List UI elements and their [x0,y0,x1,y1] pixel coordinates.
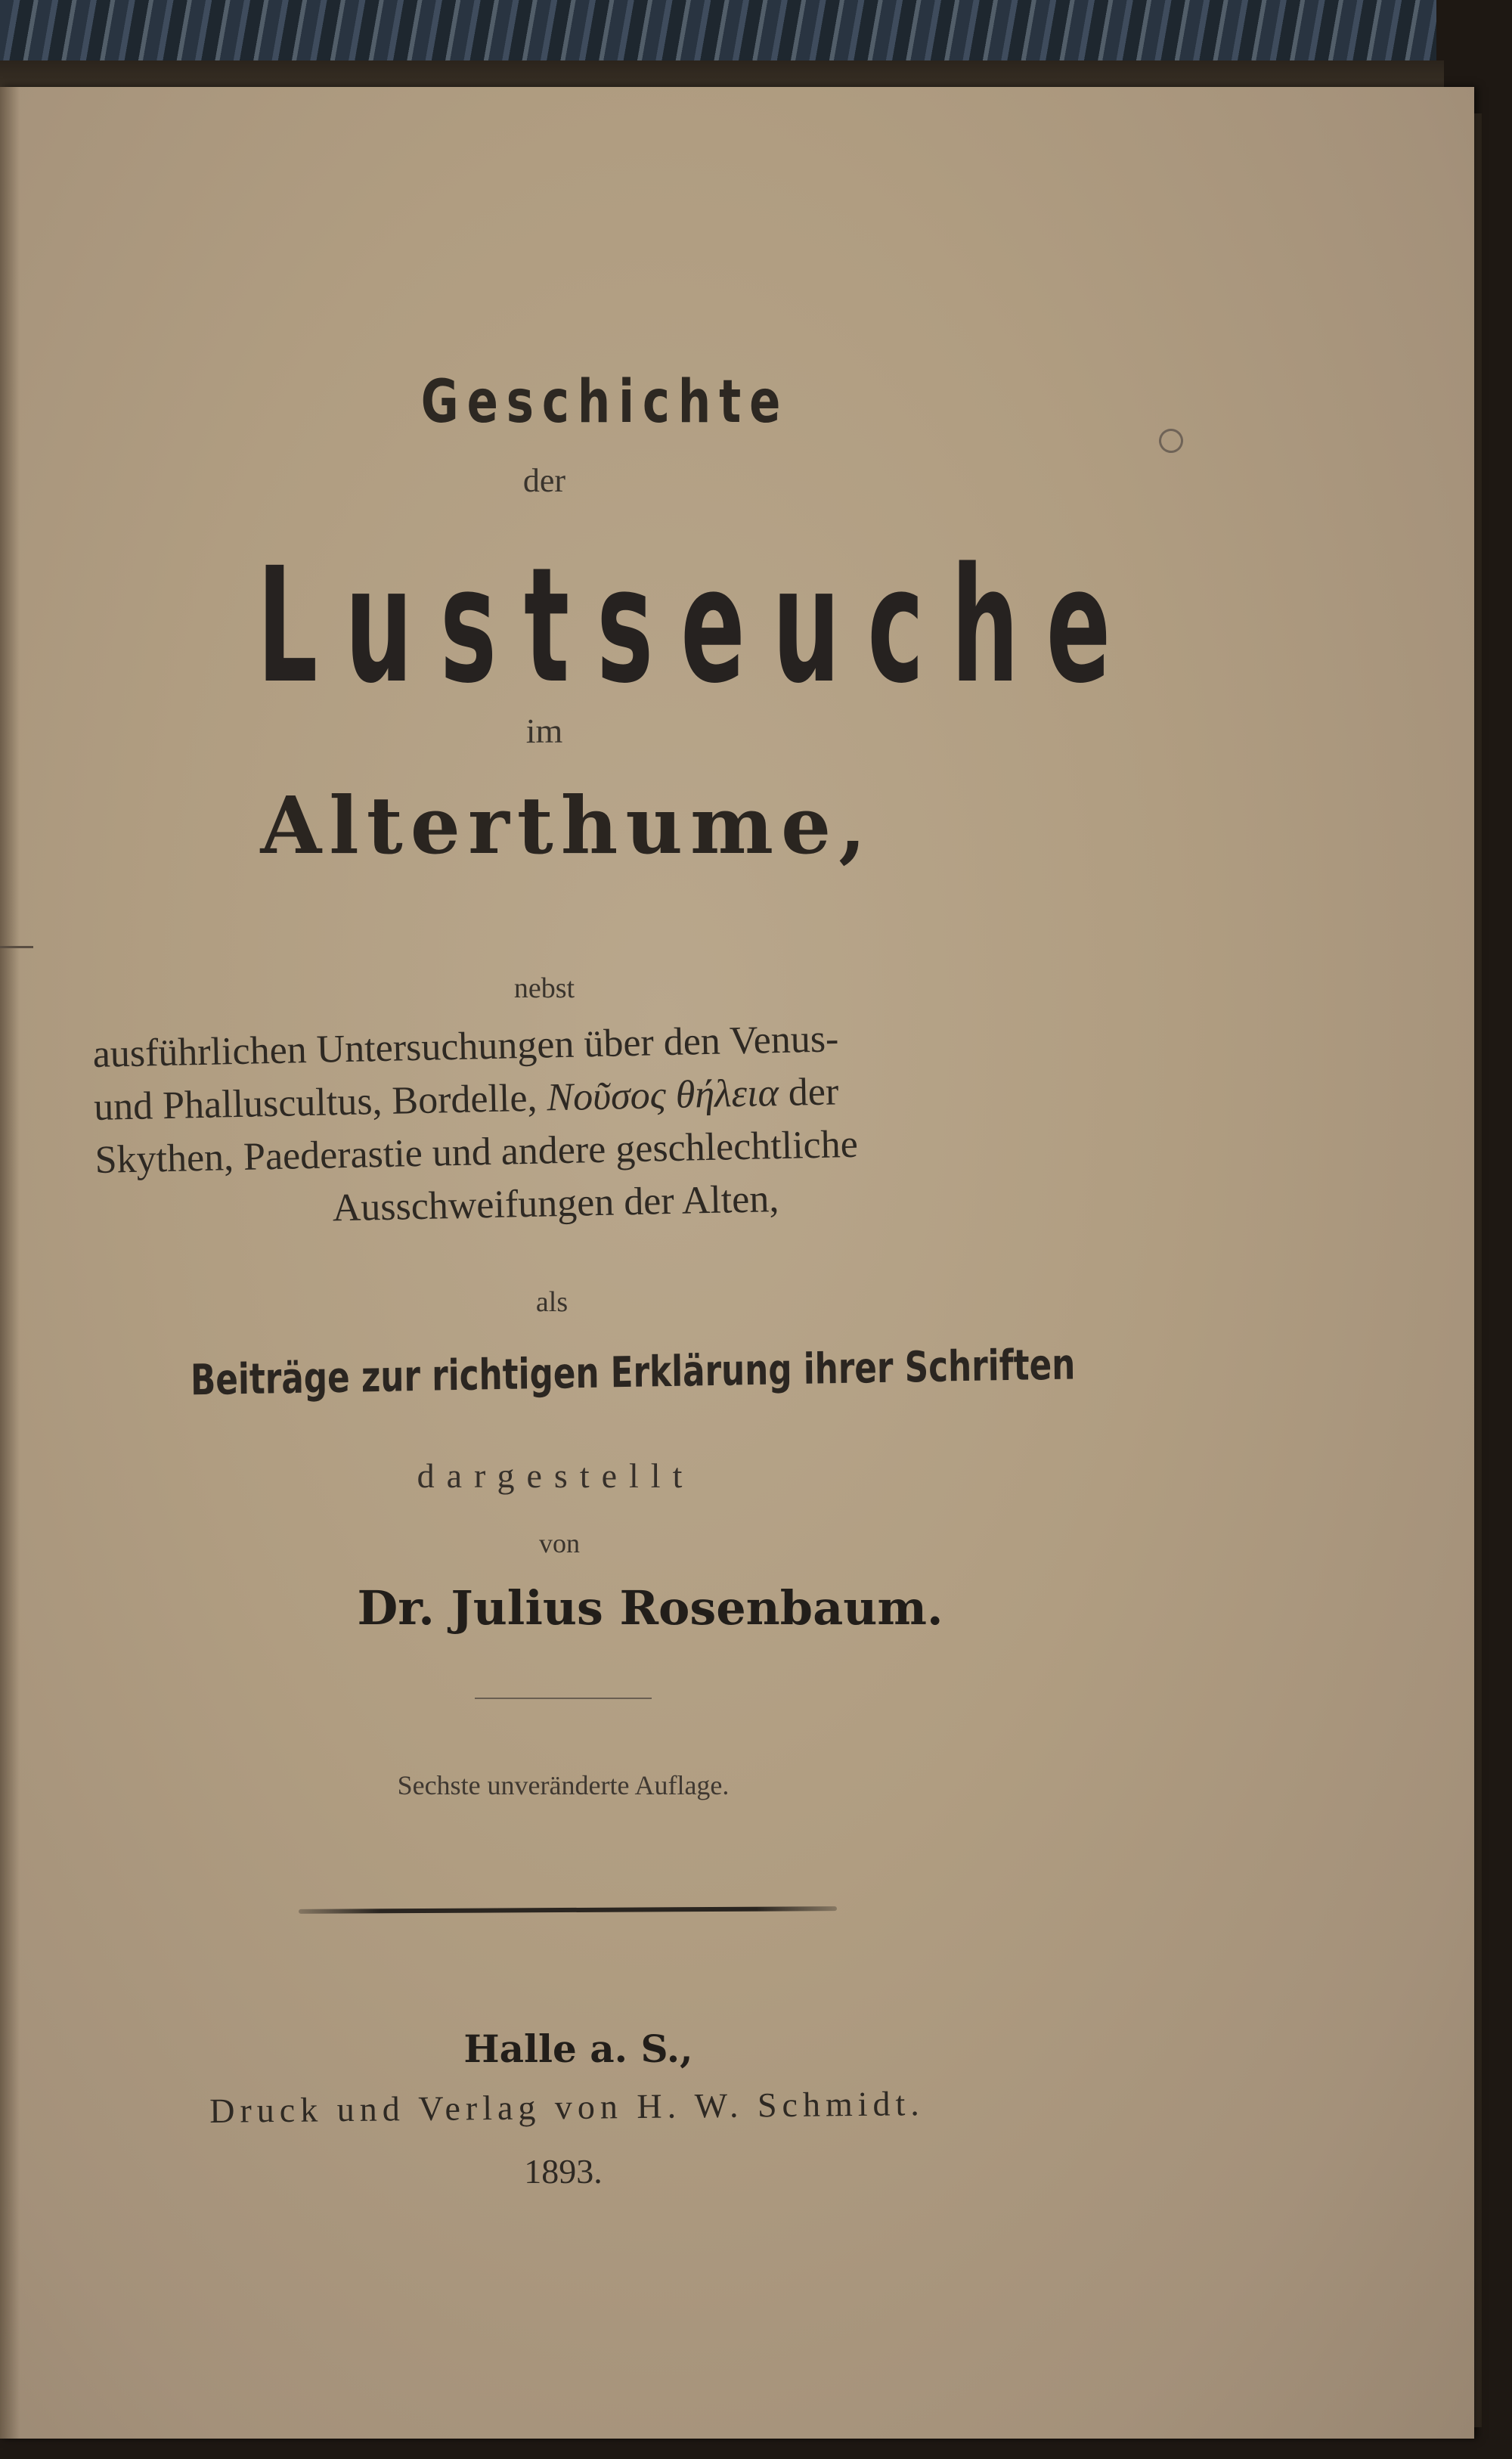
subtitle-line-3: Skythen, Paederastie und andere geschlechtliche [94,1122,859,1182]
subtitle-block [92,1009,1016,1240]
subtitle-line-2-start: und Phalluscultus, Bordelle, [93,1076,538,1129]
short-rule [475,1698,652,1699]
title-main: Lustseuche [256,533,1139,718]
publication-year: 1893. [524,2152,603,2191]
long-rule [299,1906,837,1914]
edition-note: Sechste unveränderte Auflage. [397,1770,730,1800]
subtitle-line-4: Ausschweifungen der Alten, [332,1177,779,1230]
publication-place: Halle a. S., [463,2026,693,2071]
word-der: der [522,462,566,499]
subtitle-line-1: ausführlichen Untersuchungen über den Venus- [92,1017,839,1076]
book-cover-board [0,60,1444,91]
word-dargestellt: dargestellt [417,1456,695,1495]
beitraege-line: Beiträge zur richtigen Erklärung ihrer Schriften [190,1340,1076,1406]
word-von: von [539,1528,580,1558]
margin-mark [1154,424,1188,457]
margin-dash [0,946,33,948]
author-name: Dr. Julius Rosenbaum. [357,1580,943,1636]
subtitle-line-2-end: der [788,1070,839,1115]
word-als: als [535,1286,569,1318]
word-im: im [525,712,563,750]
word-nebst: nebst [513,972,575,1004]
title-geschichte: Geschichte [420,368,789,436]
greek-phrase: Νοῦσος θήλεια [546,1071,779,1120]
title-alterthume: Alterthume, [260,779,874,872]
title-page [0,87,1474,2439]
printer-line: Druck und Verlag von H. W. Schmidt. [209,2084,925,2130]
page-gutter-shadow [0,87,20,2439]
